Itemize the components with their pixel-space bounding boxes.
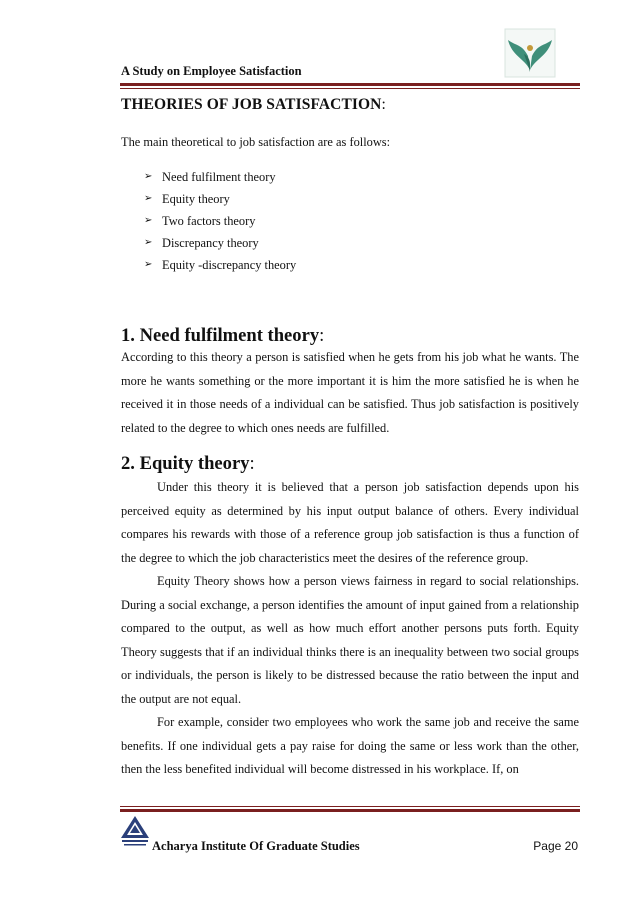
header-title: A Study on Employee Satisfaction [121, 64, 302, 78]
list-item-label: Two factors theory [162, 214, 256, 228]
arrow-bullet-icon: ➢ [144, 193, 153, 204]
list-item-label: Equity -discrepancy theory [162, 258, 297, 272]
list-item-label: Equity theory [162, 192, 230, 206]
list-item-label: Discrepancy theory [162, 236, 259, 250]
equity-theory-paragraph: Equity Theory shows how a person views fairness in regard to social relationships. During a social exchange, a person identifies the amount of input gained from a relationship compared to the output, as well as how much effort another persons puts forth. Equity Theory suggests that if an individual thinks there is an inequality between two social groups or individuals, the person is likely to be distressed because the ratio between the input and the output are not equal. [121, 574, 579, 706]
intro-text: The main theoretical to job satisfaction are as follows: [121, 135, 391, 149]
institute-wings-logo-icon [504, 28, 556, 78]
footer-institute-name: Acharya Institute Of Graduate Studies [152, 839, 360, 853]
section-title [121, 94, 579, 116]
arrow-bullet-icon: ➢ [144, 171, 153, 182]
section-title-text: THEORIES OF JOB SATISFACTION [121, 96, 382, 113]
subsection-title-need-fulfilment [121, 326, 579, 346]
list-item-label: Need fulfilment theory [162, 170, 276, 184]
footer-rule-thin [120, 806, 580, 807]
subsection-title-text: 1. Need fulfilment theory [121, 325, 320, 346]
list-item [144, 166, 579, 188]
need-fulfilment-paragraph: According to this theory a person is satisfied when he gets from his job what he wants. The more he wants something or the more important it is him the more satisfied he is when he received it in those needs of a individual can be satisfied. Thus job satisfaction is positively related to the degree to which ones needs are fulfilled. [121, 350, 579, 435]
equity-paragraph: Under this theory it is believed that a person job satisfaction depends upon his perceived equity as determined by his input output balance of others. Every individual compares his rewards with those of a reference group job satisfaction is thus a function of the degree to which the job characteristics meet the desires of the reference group. [121, 480, 579, 565]
list-item [144, 232, 579, 254]
arrow-bullet-icon: ➢ [144, 237, 153, 248]
theory-list [121, 166, 579, 276]
header-rule-thick [120, 83, 580, 86]
list-item [144, 188, 579, 210]
document-body [121, 94, 579, 782]
list-item [144, 210, 579, 232]
header-rule-thin [120, 88, 580, 89]
acharya-emblem-icon [118, 814, 152, 848]
section-title-colon: : [381, 96, 386, 113]
subsection-title-equity [121, 454, 579, 474]
list-item [144, 254, 579, 276]
page-number: Page 20 [533, 839, 578, 853]
subsection-title-text: 2. Equity theory [121, 453, 250, 474]
arrow-bullet-icon: ➢ [144, 259, 153, 270]
subsection-title-colon: : [319, 325, 325, 346]
footer-rule-thick [120, 809, 580, 812]
arrow-bullet-icon: ➢ [144, 215, 153, 226]
example-paragraph: For example, consider two employees who work the same job and receive the same benefits. If one individual gets a pay raise for doing the same or less work than the other, then the less benefited individual will become distressed in his workplace. If, on [121, 715, 579, 776]
subsection-title-colon: : [249, 453, 255, 474]
